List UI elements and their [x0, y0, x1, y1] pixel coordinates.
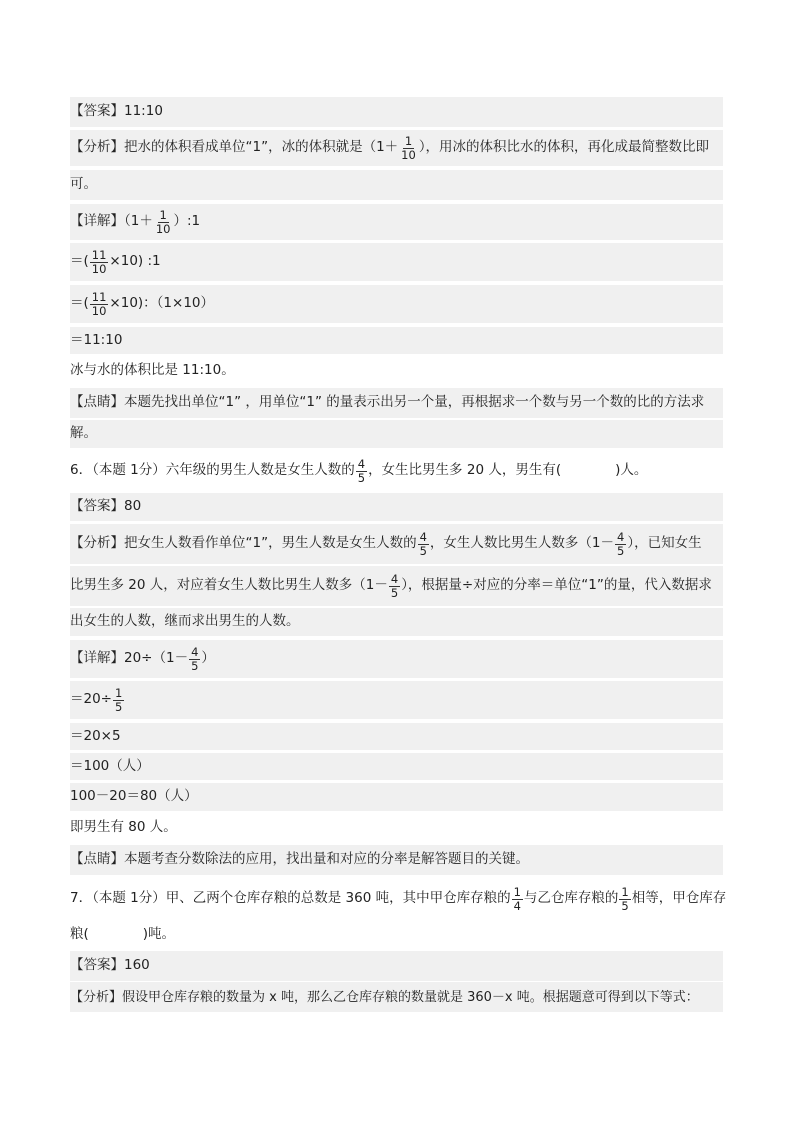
q6-comment: 【点睛】本题考查分数除法的应用，找出量和对应的分率是解答题目的关键。 [70, 845, 723, 875]
q7-question-line1: 7．（本题 1分）甲、乙两个仓库存粮的总数是 360 吨，其中甲仓库存粮的 $\frac{1}{4}$ 与乙仓库存粮的 $\frac{1}{5}$ 相等，甲仓库存 [70, 884, 727, 913]
q6-analysis-line3: 出女生的人数，继而求出男生的人数。 [70, 608, 723, 636]
fraction: $\frac{1}{10}$ [155, 207, 171, 236]
q5-answer: 【答案】11:10 [70, 97, 723, 127]
fraction: $\frac{4}{5}$ [357, 456, 366, 485]
q5-analysis-line1: 【分析】把水的体积看成单位“1”，冰的体积就是（1＋ $\frac{1}{10}$ ），用冰的体积比水的体积，再化成最简整数比即 [70, 130, 723, 166]
q6-detail: 【详解】20÷（1－ $\frac{4}{5}$ ） [70, 640, 723, 678]
q6-step4: 100－20＝80（人） [70, 783, 723, 811]
q6-question: 6．（本题 1分）六年级的男生人数是女生人数的 $\frac{4}{5}$ ，女生比男生多 20 人，男生有( )人。 [70, 456, 648, 485]
q7-answer: 【答案】160 [70, 951, 723, 981]
q6-step1: ＝20÷ $\frac{1}{5}$ [70, 681, 723, 719]
fraction: $\frac{4}{5}$ [390, 571, 399, 600]
fraction: $\frac{1}{10}$ [401, 133, 416, 162]
q5-detail: 【详解】（1＋ $\frac{1}{10}$ ）:1 [70, 204, 723, 240]
q5-comment-line2: 解。 [70, 420, 723, 448]
q6-step3: ＝100（人） [70, 753, 723, 780]
q5-step2: ＝( $\frac{11}{10}$ ×10)：（1×10） [70, 285, 723, 323]
q6-conclusion: 即男生有 80 人。 [70, 819, 177, 836]
fraction: $\frac{4}{5}$ [617, 529, 625, 558]
q5-conclusion: 冰与水的体积比是 11:10。 [70, 362, 235, 379]
q5-comment-line1: 【点睛】本题先找出单位“1” ，用单位“1” 的量表示出另一个量，再根据求一个数与另一个数的比的方法求 [70, 388, 723, 418]
q6-answer: 【答案】80 [70, 493, 723, 521]
fraction: $\frac{1}{4}$ [513, 884, 521, 913]
fraction: $\frac{4}{5}$ [419, 529, 427, 558]
q5-step3: ＝11:10 [70, 327, 723, 354]
q7-analysis: 【分析】假设甲仓库存粮的数量为 x 吨，那么乙仓库存粮的数量就是 360－x 吨。根据题意可得到以下等式： [70, 982, 723, 1012]
q6-analysis-line2: 比男生多 20 人，对应着女生人数比男生人数多（1－ $\frac{4}{5}$ ），根据量÷对应的分率＝单位“1”的量，代入数据求 [70, 566, 723, 606]
fraction: $\frac{1}{5}$ [115, 685, 123, 714]
fraction: $\frac{11}{10}$ [91, 289, 107, 318]
q5-step1: ＝( $\frac{11}{10}$ ×10) :1 [70, 243, 723, 281]
fraction: $\frac{1}{5}$ [621, 884, 629, 913]
fraction: $\frac{4}{5}$ [191, 644, 199, 673]
q6-analysis-line1: 【分析】把女生人数看作单位“1”，男生人数是女生人数的 $\frac{4}{5}$ ，女生人数比男生人数多（1－ $\frac{4}{5}$ ），已知女生 [70, 524, 723, 564]
q7-question-line2: 粮( )吨。 [70, 926, 176, 943]
q5-analysis-line2: 可。 [70, 170, 723, 200]
fraction: $\frac{11}{10}$ [91, 247, 107, 276]
q6-step2: ＝20×5 [70, 723, 723, 750]
